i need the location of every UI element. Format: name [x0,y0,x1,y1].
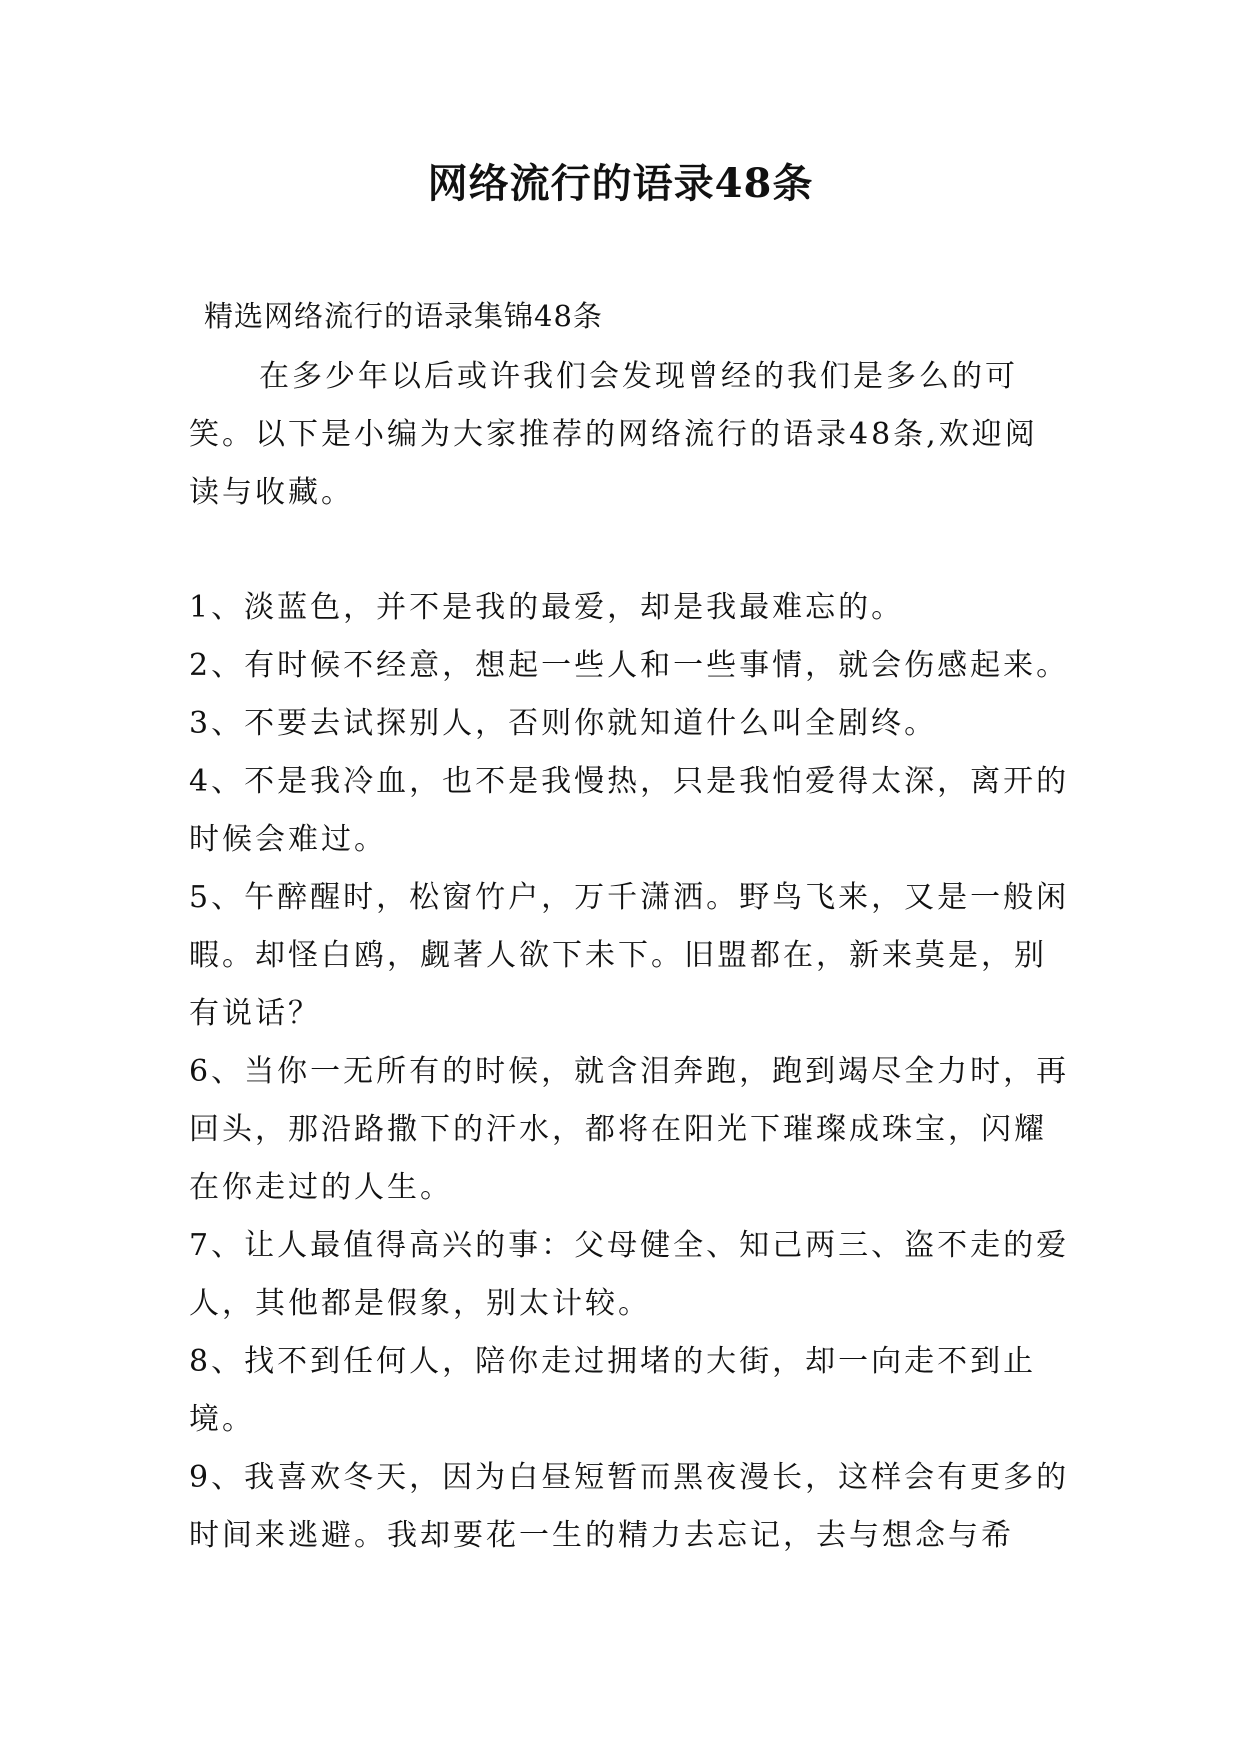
quote-item-1: 1、淡蓝色，并不是我的最爱，却是我最难忘的。 [189,590,905,625]
quote-item-6: 6、当你一无所有的时候，就含泪奔跑，跑到竭尽全力时，再回头，那沿路撒下的汗水，都将在阳光下璀璨成珠宝，闪耀在你走过的人生。 [189,1054,1070,1205]
quote-item-4: 4、不是我冷血，也不是我慢热，只是我怕爱得太深，离开的时候会难过。 [189,764,1070,857]
document-title: 网络流行的语录48条 [427,160,814,207]
quote-item-8: 8、找不到任何人，陪你走过拥堵的大街，却一向走不到止境。 [189,1344,1037,1437]
quote-item-7: 7、让人最值得高兴的事：父母健全、知己两三、盗不走的爱人，其他都是假象，别太计较。 [189,1228,1070,1321]
quote-item-3: 3、不要去试探别人，否则你就知道什么叫全剧终。 [189,706,938,741]
quote-item-2: 2、有时候不经意，想起一些人和一些事情，就会伤感起来。 [189,648,1070,683]
quote-item-5: 5、午醉醒时，松窗竹户，万千潇洒。野鸟飞来，又是一般闲暇。却怪白鸥，觑著人欲下未下。旧盟都在，新来莫是，别有说话？ [189,880,1070,1031]
intro-paragraph: 在多少年以后或许我们会发现曾经的我们是多么的可笑。以下是小编为大家推荐的网络流行的语录48条,欢迎阅读与收藏。 [189,359,1038,510]
quote-list [189,579,1074,1565]
quote-item-9: 9、我喜欢冬天，因为白昼短暂而黑夜漫长，这样会有更多的时间来逃避。我却要花一生的精力去忘记，去与想念与希 [189,1460,1070,1553]
document-subtitle: 精选网络流行的语录集锦48条 [204,299,603,333]
